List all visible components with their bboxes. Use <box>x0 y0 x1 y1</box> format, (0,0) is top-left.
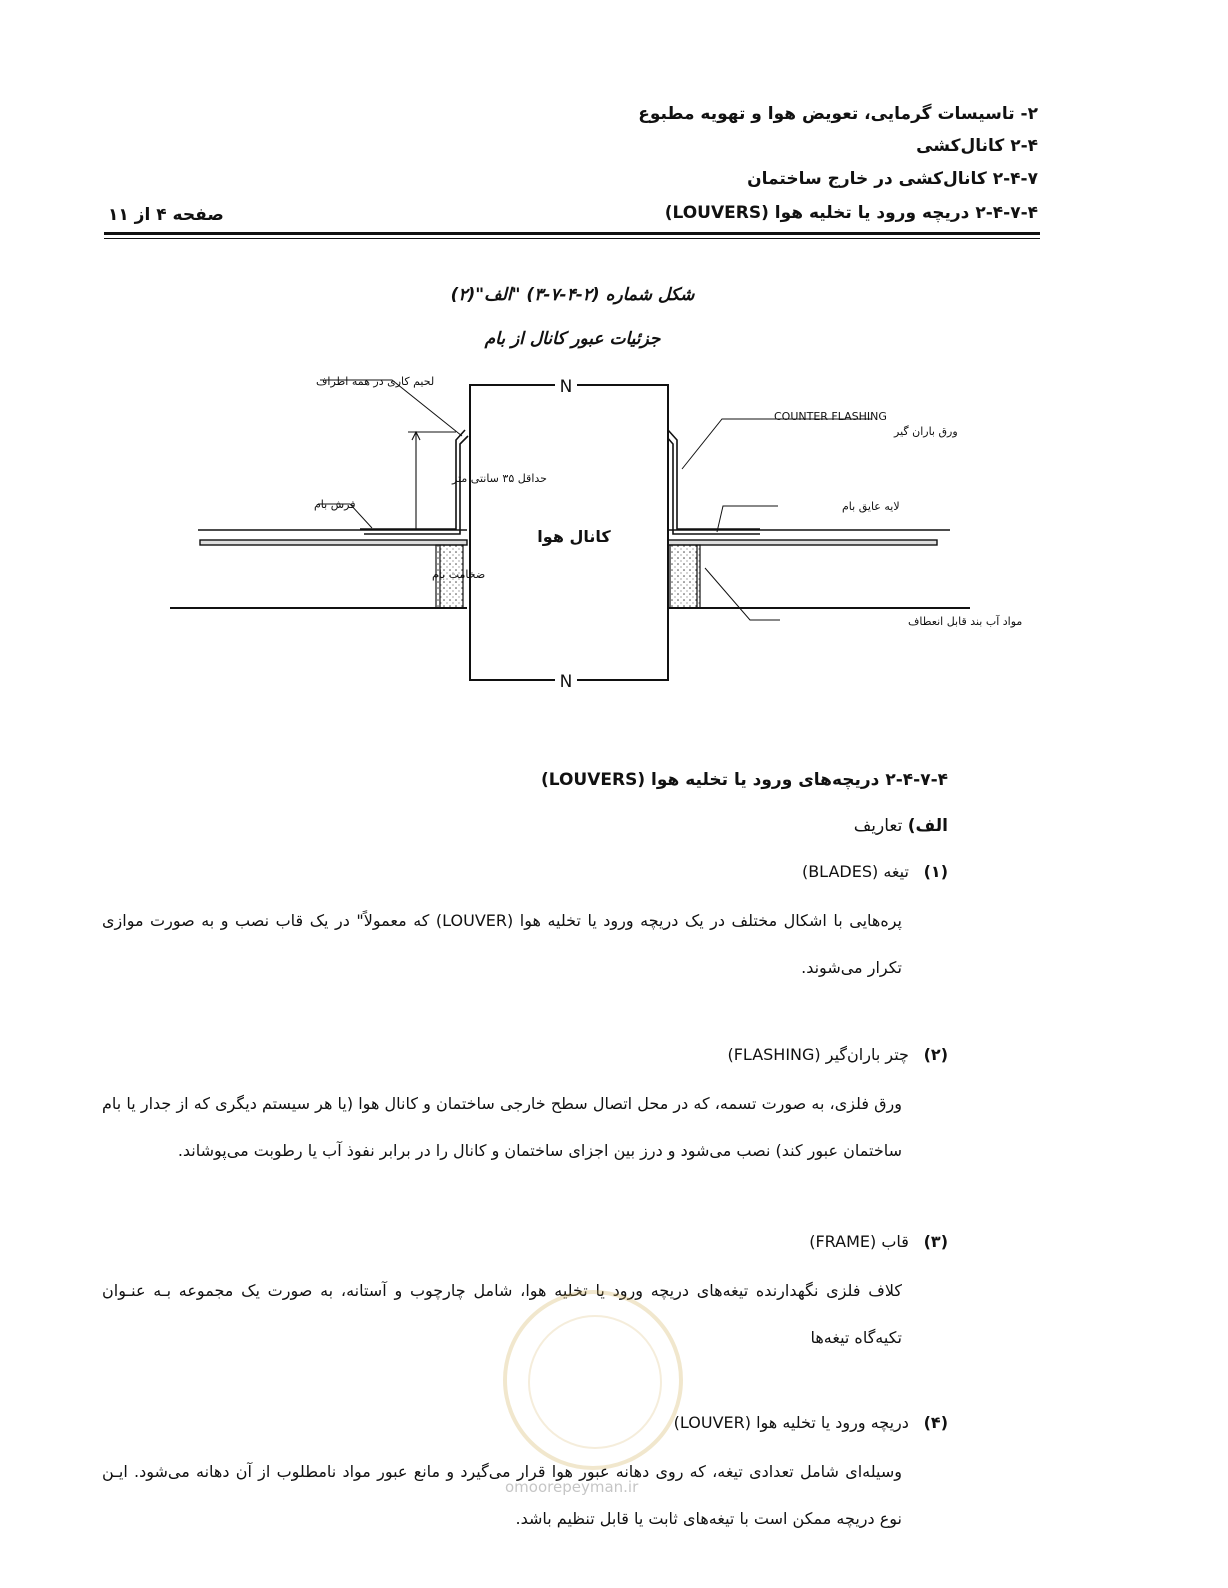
definitions-heading <box>854 816 948 836</box>
label-insulation: لایه عایق بام <box>842 500 900 513</box>
label-counter-flashing-en: COUNTER FLASHING <box>774 410 887 423</box>
label-roof-thickness: ضخامت بام <box>432 568 486 581</box>
break-mark-n-top: N <box>559 377 573 397</box>
item-4-text: وسیله‌ای شامل تعدادی تیغه، که روی دهانه عبور هوا قرار می‌گیرد و مانع عبور مواد نامطلوب از آن دهانه می‌شود. ایـن نوع دریچه ممکن است با تیغه‌های ثابت یا قابل تنظیم باشد. <box>102 1462 902 1528</box>
figure-title: شکل شماره (۲-۴-۷-۳) "الف"(۲) <box>450 285 695 305</box>
break-mark-bottom <box>555 672 577 692</box>
definitions-label: الف) <box>907 816 948 836</box>
item-4-number: (۴) <box>923 1413 948 1432</box>
item-3-heading <box>809 1232 948 1251</box>
item-2-title: چتر باران‌گیر (FLASHING) <box>727 1045 909 1064</box>
item-4-heading <box>674 1413 948 1432</box>
page-number: صفحه ۴ از ۱۱ <box>108 205 224 225</box>
label-roof-cover: فرش بام <box>314 498 356 511</box>
item-1-title: تیغه (BLADES) <box>801 862 909 881</box>
item-3-text: کلاف فلزی نگهدارنده تیغه‌های دریچه ورود یا تخلیه هوا، شامل چارچوب و آستانه، به صورت یک مجموعه بـه عنـوان تکیه‌گاه تیغه‌ها <box>102 1281 902 1347</box>
section-title: ۲-۴-۷-۴ دریچه‌های ورود یا تخلیه هوا (LOUVERS) <box>540 770 948 790</box>
header-line-1: ۲- تاسیسات گرمایی، تعویض هوا و تهویه مطبوع <box>638 104 1038 124</box>
definitions-text: تعاریف <box>853 816 903 836</box>
header-line-2: ۲-۴ کانال‌کشی <box>916 136 1038 156</box>
header-line-3: ۲-۴-۷ کانال‌کشی در خارج ساختمان <box>747 169 1038 189</box>
label-sealant: مواد آب بند قابل انعطاف <box>908 615 1023 628</box>
label-min-height: حداقل ۳۵ سانتی متر <box>452 472 547 485</box>
header-rule-thin <box>104 238 1040 239</box>
label-counter-flashing-fa: ورق باران گیر <box>894 425 958 438</box>
watermark-seal-inner <box>528 1315 662 1449</box>
break-mark-n-bottom: N <box>559 672 573 692</box>
item-3-number: (۳) <box>923 1232 948 1251</box>
header-line-4: ۲-۴-۷-۴ دریچه ورود یا تخلیه هوا (LOUVERS) <box>664 203 1038 223</box>
item-2-number: (۲) <box>923 1045 948 1064</box>
figure-subtitle: جزئیات عبور کانال از بام <box>484 329 661 349</box>
item-4-title: دریچه ورود یا تخلیه هوا (LOUVER) <box>673 1413 909 1432</box>
header-rule-thick <box>104 232 1040 235</box>
item-2-text: ورق فلزی، به صورت تسمه، که در محل اتصال سطح خارجی ساختمان و کانال هوا (یا هر سیستم دیگری که از جدار یا بام ساختمان عبور کند) نصب می‌شود و درز بین اجزای ساختمان و کانال را در برابر نفوذ آب یا رطوبت می‌پوشاند. <box>102 1094 902 1160</box>
item-1-number: (۱) <box>923 862 948 881</box>
dimension-min-height <box>408 432 456 530</box>
item-1-heading <box>802 862 948 881</box>
item-2-heading <box>727 1045 948 1064</box>
item-3-title: قاب (FRAME) <box>809 1232 909 1251</box>
label-duct: کانال هوا <box>537 527 611 546</box>
watermark-text: omoorepeyman.ir <box>505 1478 639 1496</box>
label-welding: لحیم کاری در همه اطراف <box>316 375 435 388</box>
item-1-text: پره‌هایی با اشکال مختلف در یک دریچه ورود یا تخلیه هوا (LOUVER) که معمولاً" در یک قاب نصب و به صورت موازی تکرار می‌شوند. <box>102 911 903 977</box>
roof-duct-diagram <box>160 370 1023 695</box>
